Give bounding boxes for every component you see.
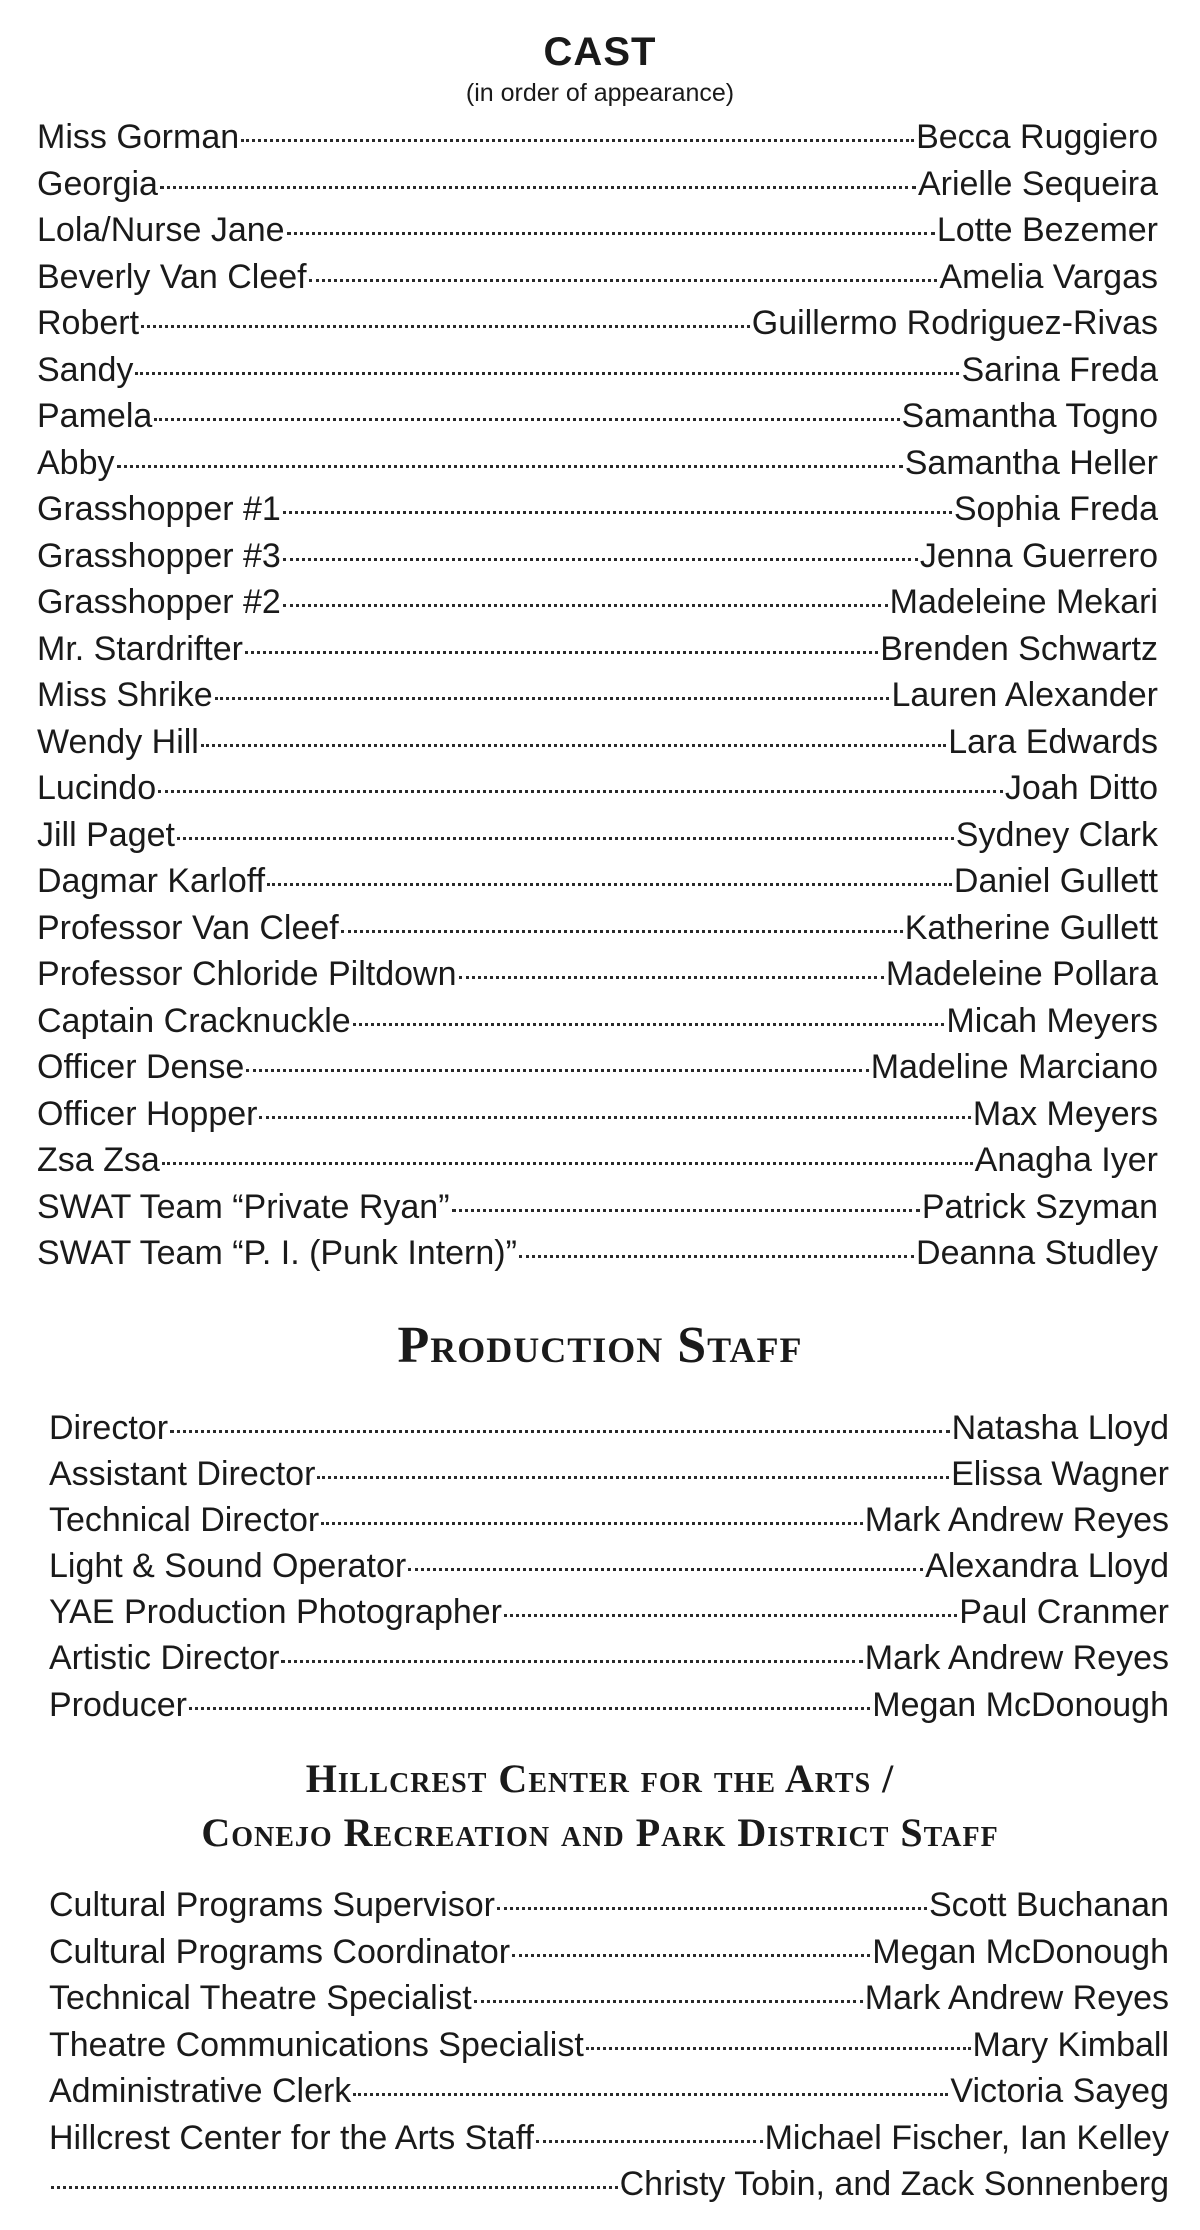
dot-leader xyxy=(241,114,914,148)
credit-role: Lola/Nurse Jane xyxy=(37,211,285,249)
dot-leader xyxy=(267,858,952,892)
dot-leader xyxy=(474,1975,863,2009)
credit-name: Becca Ruggiero xyxy=(916,118,1158,156)
credit-name: Alexandra Lloyd xyxy=(925,1547,1169,1586)
credit-name: Madeline Marciano xyxy=(870,1048,1158,1086)
cast-list xyxy=(37,114,1158,1277)
credit-role: SWAT Team “P. I. (Punk Intern)” xyxy=(37,1234,517,1272)
credit-row xyxy=(49,1975,1169,2022)
credit-row xyxy=(37,672,1158,719)
credit-row xyxy=(37,905,1158,952)
dot-leader xyxy=(141,300,750,334)
credit-name: Jenna Guerrero xyxy=(919,536,1158,575)
credit-name: Samantha Heller xyxy=(904,443,1158,482)
credit-name: Katherine Gullett xyxy=(904,908,1158,947)
credit-name: Lotte Bezemer xyxy=(936,211,1158,249)
credit-name: Scott Buchanan xyxy=(928,1886,1169,1924)
credit-name: Victoria Sayeg xyxy=(950,2072,1169,2110)
dot-leader xyxy=(281,1635,862,1669)
credit-row xyxy=(49,1589,1169,1635)
credit-row xyxy=(37,1137,1158,1184)
credit-name: Sophia Freda xyxy=(953,490,1158,528)
credit-row xyxy=(49,1635,1169,1681)
dot-leader xyxy=(321,1497,863,1531)
credit-role: Assistant Director xyxy=(49,1455,316,1494)
credit-role: Georgia xyxy=(37,164,158,203)
credit-row xyxy=(37,347,1158,394)
credit-row xyxy=(37,440,1158,487)
credit-role: Technical Director xyxy=(49,1501,320,1540)
credit-name: Christy Tobin, and Zack Sonnenberg xyxy=(619,2165,1169,2203)
credit-row xyxy=(49,1543,1169,1589)
credit-role: Sandy xyxy=(37,350,134,389)
dot-leader xyxy=(309,254,938,288)
hillcrest-staff-heading xyxy=(0,1752,1200,1860)
dot-leader xyxy=(317,1451,949,1485)
hillcrest-staff-list xyxy=(49,1882,1169,2208)
credit-role: Administrative Clerk xyxy=(49,2072,352,2110)
credit-name: Anagha Iyer xyxy=(974,1141,1158,1179)
dot-leader xyxy=(408,1543,923,1577)
credit-row xyxy=(37,765,1158,812)
credit-role: Abby xyxy=(37,443,115,482)
credit-role: Captain Cracknuckle xyxy=(37,1001,351,1040)
credit-name: Patrick Szyman xyxy=(921,1187,1158,1226)
cast-subtitle: (in order of appearance) xyxy=(465,79,735,107)
production-staff-heading: Production Staff xyxy=(397,1317,803,1374)
credit-name: Sydney Clark xyxy=(955,815,1158,854)
credit-row xyxy=(37,114,1158,161)
credit-role: SWAT Team “Private Ryan” xyxy=(37,1187,450,1226)
credit-row xyxy=(49,2161,1169,2208)
dot-leader xyxy=(512,1929,870,1963)
credit-role: YAE Production Photographer xyxy=(49,1593,502,1632)
credit-role: Professor Chloride Piltdown xyxy=(37,955,457,993)
credit-role: Wendy Hill xyxy=(37,722,199,761)
dot-leader xyxy=(154,393,899,427)
credit-role: Pamela xyxy=(37,397,153,435)
credit-row xyxy=(37,1091,1158,1138)
credit-role: Producer xyxy=(49,1685,187,1724)
credit-row xyxy=(49,2115,1169,2162)
credit-role: Miss Shrike xyxy=(37,676,213,714)
credit-row xyxy=(37,858,1158,905)
credit-row xyxy=(37,533,1158,580)
dot-leader xyxy=(519,1230,914,1264)
credit-role: Theatre Communications Specialist xyxy=(49,2025,584,2064)
dot-leader xyxy=(51,2161,618,2195)
credit-row xyxy=(37,254,1158,301)
credit-row xyxy=(37,1230,1158,1277)
credit-name: Paul Cranmer xyxy=(959,1593,1169,1632)
dot-leader xyxy=(162,1137,973,1171)
credit-name: Mark Andrew Reyes xyxy=(864,1639,1169,1678)
dot-leader xyxy=(215,672,890,706)
dot-leader xyxy=(170,1405,950,1439)
credit-name: Madeleine Mekari xyxy=(889,583,1158,621)
dot-leader xyxy=(452,1184,920,1218)
credit-row xyxy=(49,1497,1169,1543)
credit-role: Grasshopper #2 xyxy=(37,583,281,621)
dot-leader xyxy=(177,812,954,846)
credit-name: Lara Edwards xyxy=(948,722,1158,761)
credit-row xyxy=(37,486,1158,533)
credit-name: Lauren Alexander xyxy=(891,676,1158,714)
credit-name: Megan McDonough xyxy=(872,1932,1169,1971)
credit-role: Miss Gorman xyxy=(37,118,240,156)
credit-role: Dagmar Karloff xyxy=(37,862,266,900)
credit-row xyxy=(49,2068,1169,2115)
credit-row xyxy=(49,1882,1169,1929)
credit-name: Elissa Wagner xyxy=(951,1455,1169,1494)
dot-leader xyxy=(283,486,952,520)
credit-role: Artistic Director xyxy=(49,1639,280,1678)
dot-leader xyxy=(189,1682,870,1716)
credit-row xyxy=(37,998,1158,1045)
hillcrest-heading-line-2: Conejo Recreation and Park District Staff xyxy=(201,1810,999,1855)
credit-role: Light & Sound Operator xyxy=(49,1547,407,1586)
credit-row xyxy=(37,579,1158,626)
credit-row xyxy=(49,1451,1169,1497)
credit-role: Professor Van Cleef xyxy=(37,908,339,947)
dot-leader xyxy=(287,207,935,241)
credit-name: Mark Andrew Reyes xyxy=(864,1979,1169,2017)
credit-row xyxy=(37,1184,1158,1231)
dot-leader xyxy=(246,1044,868,1078)
credit-row xyxy=(37,300,1158,347)
credit-row xyxy=(37,812,1158,859)
credit-role: Lucindo xyxy=(37,769,157,807)
credit-name: Brenden Schwartz xyxy=(880,629,1158,668)
credit-row xyxy=(37,161,1158,208)
credit-role: Jill Paget xyxy=(37,815,175,854)
dot-leader xyxy=(245,626,878,660)
dot-leader xyxy=(201,719,946,753)
dot-leader xyxy=(341,905,903,939)
hillcrest-heading-line-1: Hillcrest Center for the Arts / xyxy=(305,1756,895,1801)
credit-name: Max Meyers xyxy=(972,1094,1158,1133)
credit-row xyxy=(37,207,1158,254)
credit-name: Michael Fischer, Ian Kelley xyxy=(764,2118,1169,2157)
dot-leader xyxy=(135,347,959,381)
credit-row xyxy=(37,626,1158,673)
credit-role: Hillcrest Center for the Arts Staff xyxy=(49,2118,534,2157)
credit-name: Guillermo Rodriguez-Rivas xyxy=(751,304,1158,342)
credit-row xyxy=(37,951,1158,998)
credit-role: Officer Hopper xyxy=(37,1094,258,1133)
credit-name: Arielle Sequeira xyxy=(917,164,1158,203)
credit-role: Robert xyxy=(37,304,140,342)
credit-row xyxy=(37,1044,1158,1091)
credit-row xyxy=(37,393,1158,440)
credit-name: Deanna Studley xyxy=(916,1234,1158,1272)
dot-leader xyxy=(497,1882,927,1916)
dot-leader xyxy=(459,951,884,985)
dot-leader xyxy=(586,2022,971,2056)
dot-leader xyxy=(283,579,888,613)
dot-leader xyxy=(158,765,1003,799)
credit-role: Director xyxy=(49,1409,169,1447)
credit-name: Mary Kimball xyxy=(972,2025,1169,2064)
dot-leader xyxy=(353,2068,948,2102)
credit-name: Natasha Lloyd xyxy=(951,1409,1169,1447)
credit-role: Officer Dense xyxy=(37,1048,245,1086)
dot-leader xyxy=(259,1091,970,1125)
credit-role: Mr. Stardrifter xyxy=(37,629,243,668)
credit-name: Sarina Freda xyxy=(961,350,1158,389)
credit-name: Mark Andrew Reyes xyxy=(864,1501,1169,1540)
credit-row xyxy=(49,1929,1169,1976)
credit-role: Grasshopper #3 xyxy=(37,536,281,575)
credit-row xyxy=(37,719,1158,766)
credit-role: Beverly Van Cleef xyxy=(37,257,307,296)
cast-heading: CAST xyxy=(543,30,657,74)
dot-leader xyxy=(117,440,903,474)
credit-name: Amelia Vargas xyxy=(939,257,1158,296)
credit-name: Megan McDonough xyxy=(872,1685,1169,1724)
credit-row xyxy=(49,1405,1169,1451)
credit-role: Cultural Programs Supervisor xyxy=(49,1886,495,1924)
dot-leader xyxy=(504,1589,957,1623)
credit-role: Zsa Zsa xyxy=(37,1141,160,1179)
production-staff-list xyxy=(49,1405,1169,1728)
dot-leader xyxy=(283,533,918,567)
credit-name: Micah Meyers xyxy=(946,1001,1158,1040)
dot-leader xyxy=(353,998,945,1032)
dot-leader xyxy=(160,161,916,195)
credit-role: Technical Theatre Specialist xyxy=(49,1979,472,2017)
credit-name: Joah Ditto xyxy=(1004,769,1158,807)
credit-role: Grasshopper #1 xyxy=(37,490,281,528)
credit-name: Samantha Togno xyxy=(901,397,1158,435)
credit-row xyxy=(49,1682,1169,1728)
credit-name: Daniel Gullett xyxy=(953,862,1158,900)
dot-leader xyxy=(536,2115,763,2149)
credit-row xyxy=(49,2022,1169,2069)
credit-name: Madeleine Pollara xyxy=(885,955,1158,993)
credit-role: Cultural Programs Coordinator xyxy=(49,1932,511,1971)
